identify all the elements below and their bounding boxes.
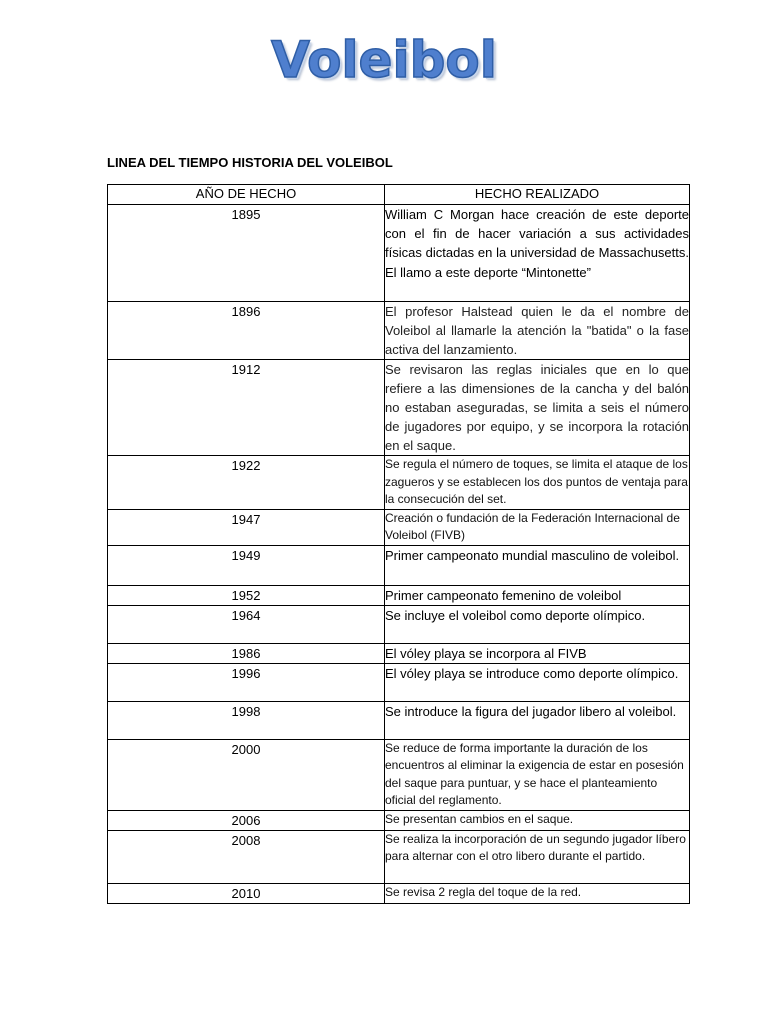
fact-cell: Se revisa 2 regla del toque de la red. [385, 883, 690, 903]
year-cell: 1952 [108, 585, 385, 605]
year-cell: 1912 [108, 360, 385, 456]
year-cell: 1986 [108, 643, 385, 663]
table-row [108, 810, 690, 830]
year-cell: 1949 [108, 545, 385, 585]
fact-cell: Primer campeonato mundial masculino de voleibol. [385, 545, 690, 585]
table-row [108, 739, 690, 810]
year-cell: 2006 [108, 810, 385, 830]
table-row [108, 302, 690, 360]
table-row [108, 205, 690, 302]
fact-cell: Se introduce la figura del jugador libero al voleibol. [385, 701, 690, 739]
fact-cell: Se reduce de forma importante la duración de los encuentros al eliminar la exigencia de estar en posesión del saque para puntuar, y se hace el planteamiento oficial del reglamento. [385, 739, 690, 810]
fact-cell: Se revisaron las reglas iniciales que en lo que refiere a las dimensiones de la cancha y del balón no estaban aseguradas, se limita a seis el número de jugadores por equipo, y se incorpora la rotación en el saque. [385, 360, 690, 456]
fact-cell: Se regula el número de toques, se limita el ataque de los zagueros y se establecen los dos puntos de ventaja para la consecución del set. [385, 456, 690, 510]
table-row [108, 643, 690, 663]
timeline-heading: LINEA DEL TIEMPO HISTORIA DEL VOLEIBOL [107, 155, 393, 170]
year-cell: 1922 [108, 456, 385, 510]
fact-cell: Se incluye el voleibol como deporte olímpico. [385, 605, 690, 643]
table-row [108, 509, 690, 545]
fact-cell: William C Morgan hace creación de este deporte con el fin de hacer variación a sus actividades físicas dictadas en la universidad de Massachusetts. El llamo a este deporte “Mintonette” [385, 205, 690, 302]
table-row [108, 830, 690, 883]
fact-cell: Primer campeonato femenino de voleibol [385, 585, 690, 605]
table-row [108, 456, 690, 510]
fact-cell: Creación o fundación de la Federación Internacional de Voleibol (FIVB) [385, 509, 690, 545]
table-row [108, 545, 690, 585]
table-row [108, 605, 690, 643]
fact-cell: El vóley playa se introduce como deporte olímpico. [385, 663, 690, 701]
table-row [108, 701, 690, 739]
year-cell: 1998 [108, 701, 385, 739]
fact-cell: El vóley playa se incorpora al FIVB [385, 643, 690, 663]
year-cell: 1895 [108, 205, 385, 302]
document-title: Voleibol [271, 31, 497, 89]
header-year: AÑO DE HECHO [108, 185, 385, 205]
year-cell: 1996 [108, 663, 385, 701]
fact-cell: El profesor Halstead quien le da el nombre de Voleibol al llamarle la atención la "batida" o la fase activa del lanzamiento. [385, 302, 690, 360]
year-cell: 2008 [108, 830, 385, 883]
year-cell: 1947 [108, 509, 385, 545]
table-row [108, 883, 690, 903]
table-row [108, 360, 690, 456]
fact-cell: Se presentan cambios en el saque. [385, 810, 690, 830]
fact-cell: Se realiza la incorporación de un segundo jugador líbero para alternar con el otro libero durante el partido. [385, 830, 690, 883]
year-cell: 1964 [108, 605, 385, 643]
timeline-table [107, 184, 690, 904]
header-fact: HECHO REALIZADO [385, 185, 690, 205]
table-row [108, 585, 690, 605]
table-header-row [108, 185, 690, 205]
table-row [108, 663, 690, 701]
year-cell: 1896 [108, 302, 385, 360]
year-cell: 2010 [108, 883, 385, 903]
year-cell: 2000 [108, 739, 385, 810]
